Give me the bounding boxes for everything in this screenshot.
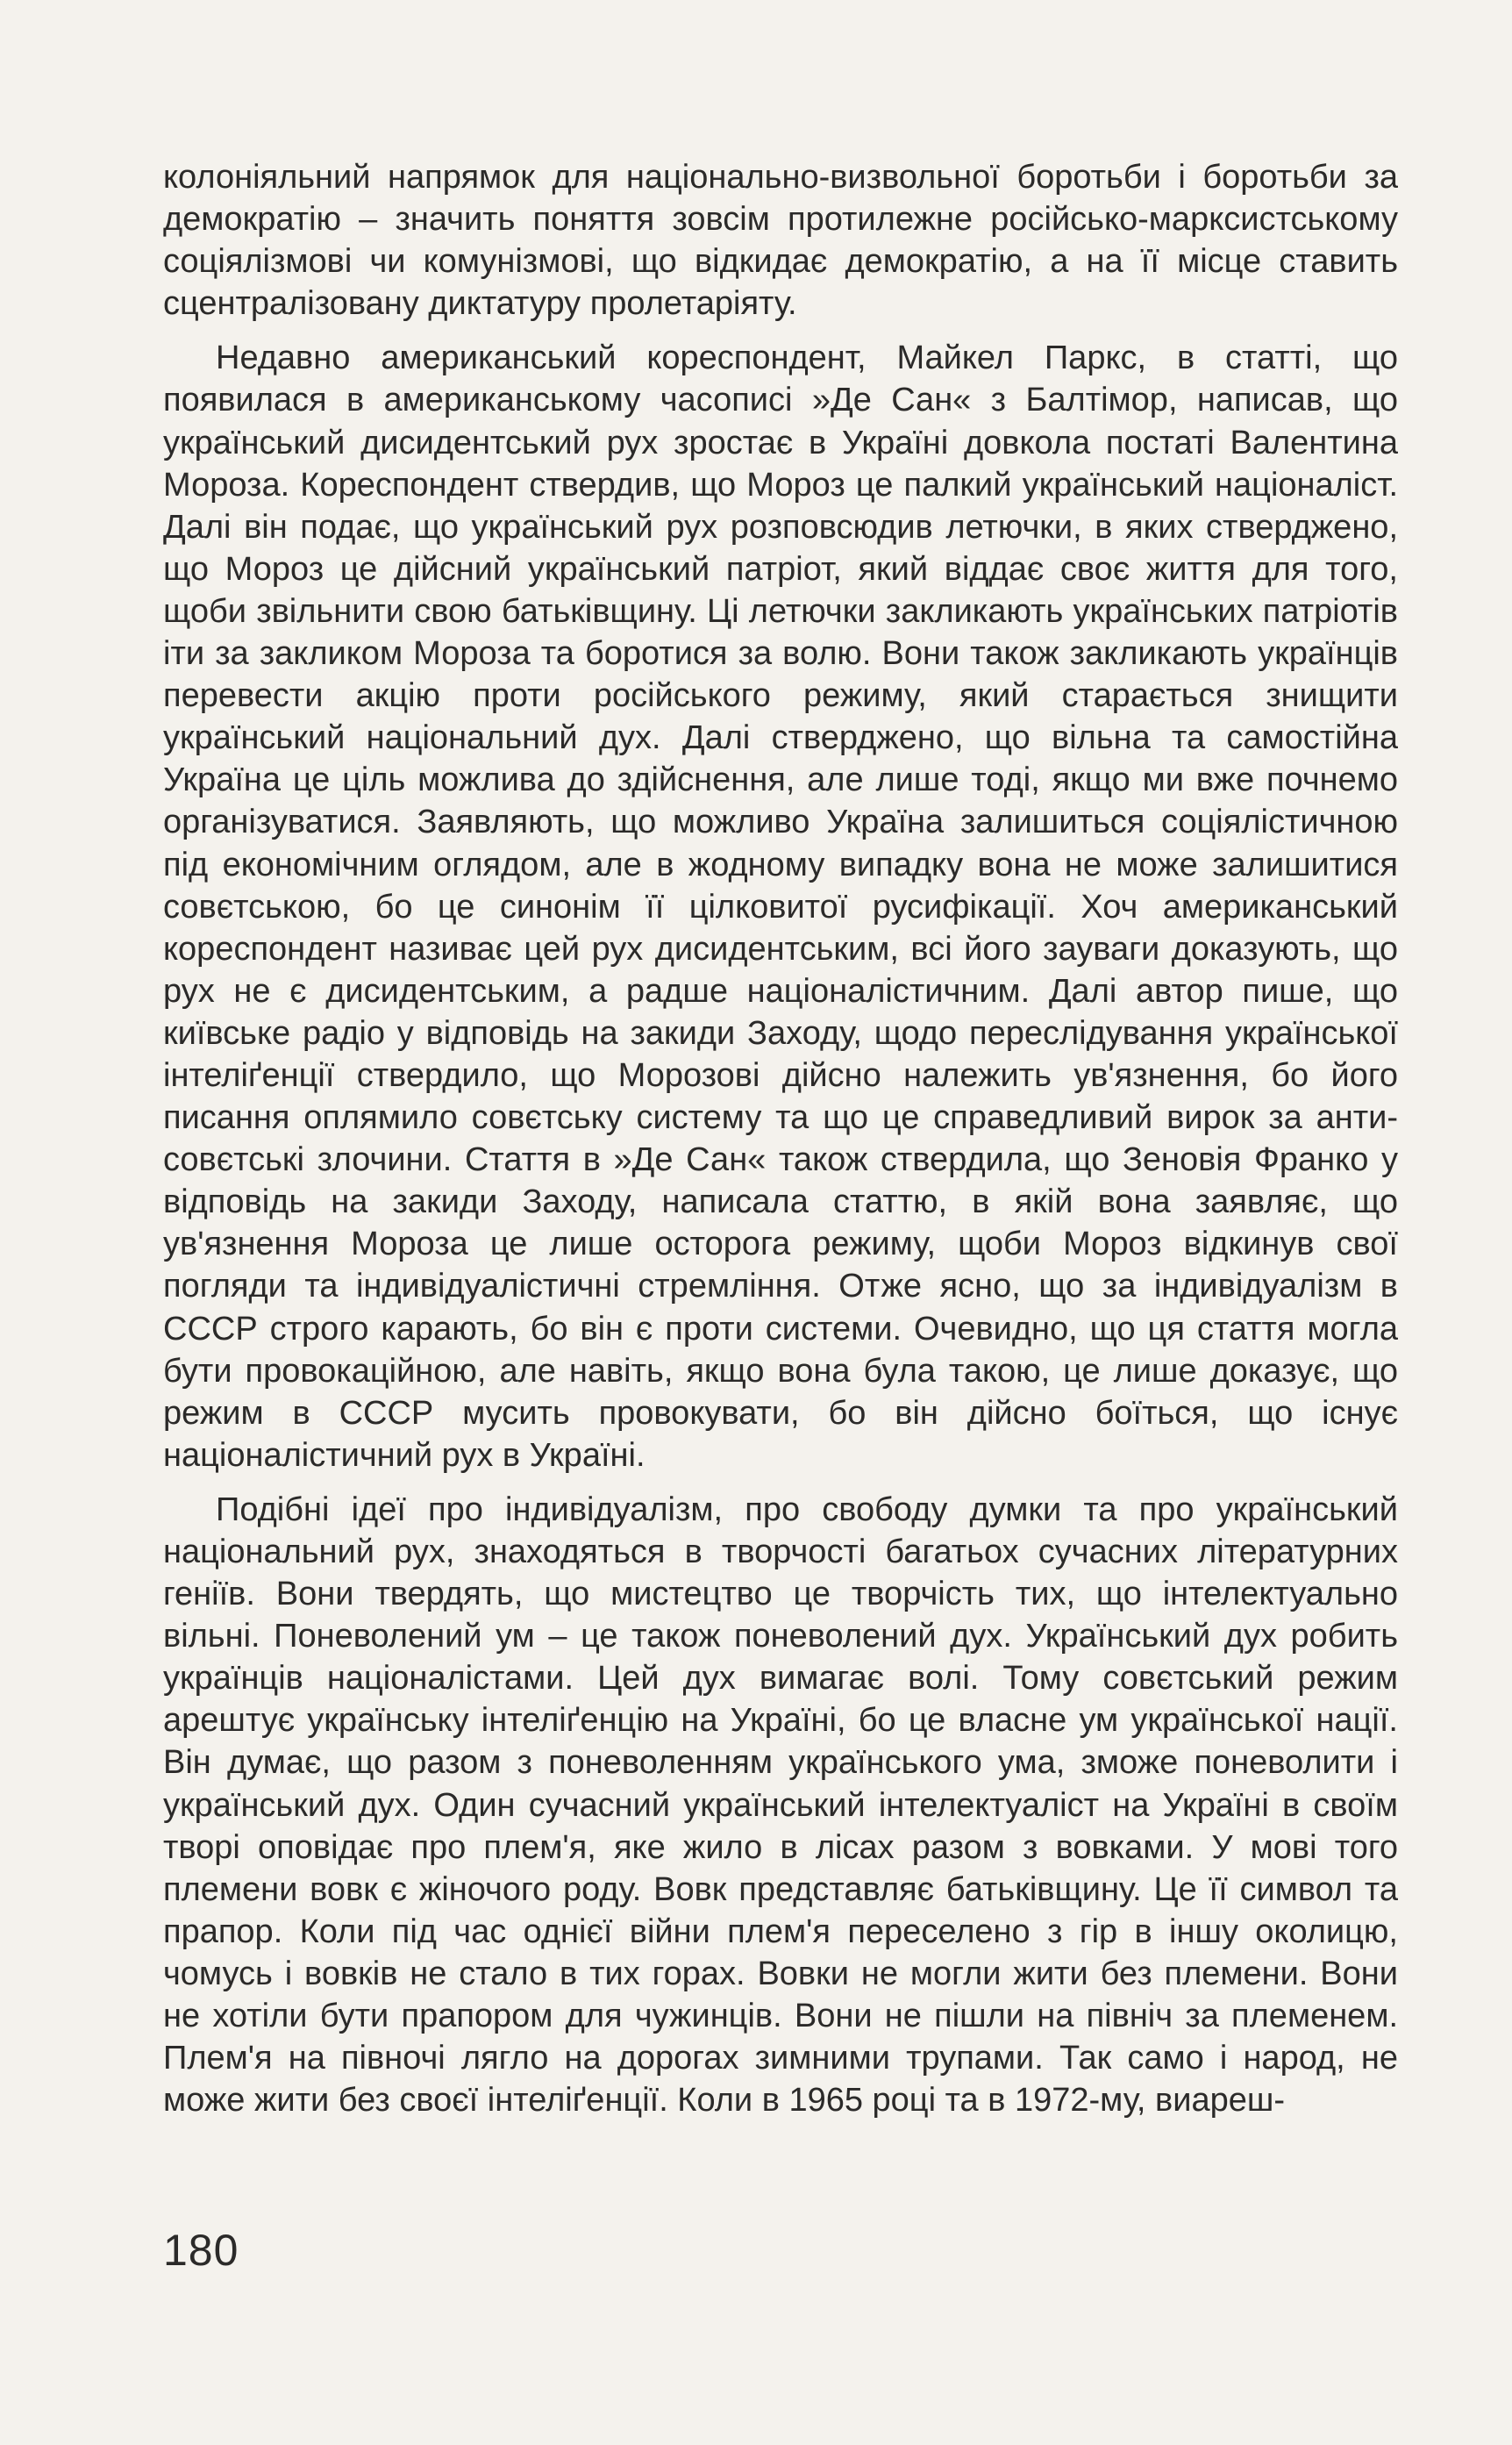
paragraph-2: Недавно американський кореспондент, Майкел Паркс, в статті, що появилася в американському часописі »Де Сан« з Балтімор, написав, що український дисидентський рух зростає в Україні довкола постаті Валентина Мороза. Кореспондент ствердив, що Мороз це палкий український націоналіст. Далі він подає, що український рух розповсюдив летючки, в яких стверджено, що Мороз це дійсний український патріот, який віддає своє життя для того, щоби звільнити свою батьківщину. Ці летючки закликають українських патріотів іти за закликом Мороза та боротися за волю. Вони також закликають українців перевести акцію проти російського режиму, який старається знищити український національний дух. Далі стверджено, що вільна та самостійна Україна це ціль можлива до здійснення, але лише тоді, якщо ми вже почнемо організуватися. Заявляють, що можливо Україна залишиться соціялістичною під економічним оглядом, але в жодному випадку вона не може залишитися совєтською, бо це синонім її цілковитої русифікації. Хоч американський кореспондент називає цей рух дисидентським, всі його зауваги доказують, що рух не є дисидентським, а радше націоналістичним. Далі автор пише, що київське радіо у відповідь на закиди Заходу, щодо переслідування української інтеліґенції ствердило, що Морозові дійсно належить ув'язнення, бо його писання оплямило совєтську систему та що це справедливий вирок за анти-совєтські злочини. Стаття в »Де Сан« також ствердила, що Зеновія Франко у відповідь на закиди Заходу, написала статтю, в якій вона заявляє, що ув'язнення Мороза це лише осторога режиму, щоби Мороз відкинув свої погляди та індивідуалістичні стремління. Отже ясно, що за індивідуалізм в СССР строго карають, бо він є проти системи. Очевидно, що ця стаття могла бути провокаційною, але навіть, якщо вона була такою, це лише доказує, що режим в СССР мусить провокувати, бо він дійсно боїться, що існує націоналістичний рух в Україні.: [163, 340, 1398, 1474]
page-number: 180: [163, 2226, 239, 2275]
paragraph-1: колоніяльний напрямок для національно-визвольної боротьби і боротьби за демократію – значить поняття зовсім протилежне російсько-марксистському соціялізмові чи комунізмові, що відкидає демократію, а на її місце ставить сцентралізовану диктатуру пролетаріяту.: [163, 159, 1398, 323]
paragraph-3: Подібні ідеї про індивідуалізм, про свободу думки та про український національний рух, знаходяться в творчості багатьох сучасних літературних геніїв. Вони твердять, що мистецтво це творчість тих, що інтелектуально вільні. Поневолений ум – це також поневолений дух. Український дух робить українців націоналістами. Цей дух вимагає волі. Тому совєтський режим арештує українську інтеліґенцію на Україні, бо це власне ум української нації. Він думає, що разом з поневоленням українського ума, зможе поневолити і український дух. Один сучасний український інтелектуаліст на Україні в своїм творі оповідає про плем'я, яке жило в лісах разом з вовками. У мові того племени вовк є жіночого роду. Вовк представляє батьківщину. Це її символ та прапор. Коли під час однієї війни плем'я переселено з гір в іншу околицю, чомусь і вовків не стало в тих горах. Вовки не могли жити без племени. Вони не хотіли бути прапором для чужинців. Вони не пішли на північ за племенем. Плем'я на півночі лягло на дорогах зимними трупами. Так само і народ, не може жити без своєї інтеліґенції. Коли в 1965 році та в 1972-му, виареш-: [163, 1491, 1398, 2120]
body-text: [163, 156, 1398, 2121]
